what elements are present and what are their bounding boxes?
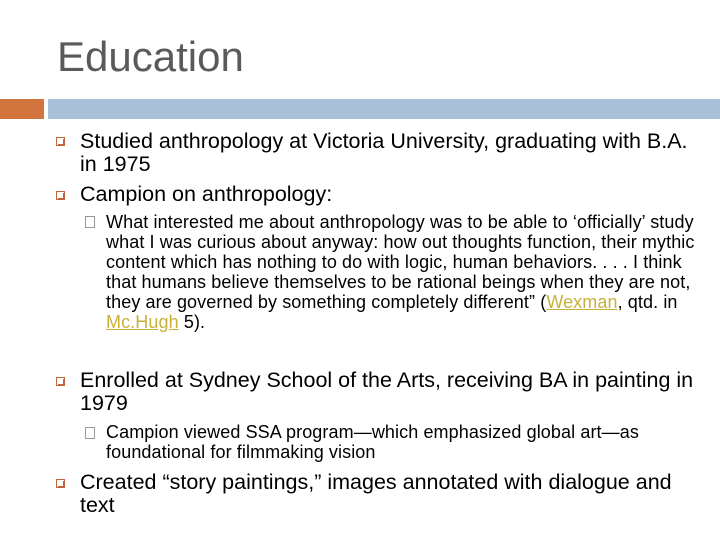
square-bullet-icon — [56, 191, 65, 200]
square-bullet-icon — [56, 137, 65, 146]
quote-text: What interested me about anthropology was to be able to ‘officially’ study what I was curious about anyway: how out thoughts function, their mythic content which has nothing to do with logic, human behaviors. . . . I think that humans believe themselves to be rational beings when they are not, they are governed by something completely different” (Wexman, qtd. in Mc.Hugh 5). — [106, 212, 695, 332]
citation-link-wexman[interactable]: Wexman — [546, 292, 618, 312]
bullet-text: Created “story paintings,” images annotated with dialogue and text — [80, 470, 672, 517]
slide-title: Education — [57, 33, 244, 80]
bullet-text: Enrolled at Sydney School of the Arts, receiving BA in painting in 1979 — [80, 368, 694, 415]
accent-bar-orange — [0, 99, 44, 119]
citation-link-mchugh[interactable]: Mc.Hugh — [106, 312, 179, 332]
bullet-text: Studied anthropology at Victoria University, graduating with B.A. in 1975 — [80, 129, 688, 176]
square-bullet-icon — [56, 479, 65, 488]
sub-bullet-icon — [85, 216, 95, 228]
square-bullet-icon — [56, 377, 65, 386]
bullet-text: Campion on anthropology: — [80, 182, 333, 206]
sub-bullet-icon — [85, 427, 95, 439]
accent-bar-blue — [48, 99, 720, 119]
sub-bullet-text: Campion viewed SSA program—which emphasized global art—as foundational for filmmaking vision — [106, 422, 639, 462]
